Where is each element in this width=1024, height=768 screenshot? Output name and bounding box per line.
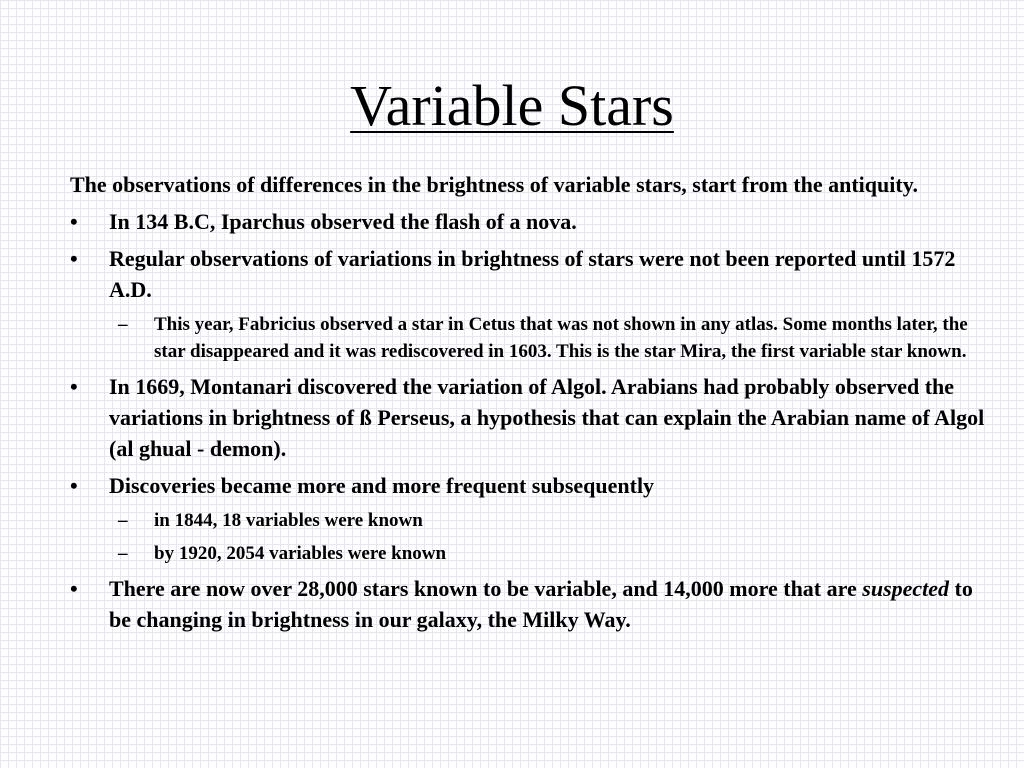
sub-item-text: This year, Fabricius observed a star in Cetus that was not shown in any atlas. Some months later, the star disappeared and it was rediscovered in 1603. This is the star Mira, the first variable star known. [154, 314, 968, 362]
bullet-text-part: to be changing in brightness in our galaxy, the Milky Way. [109, 576, 973, 632]
bullet-item-5 [70, 573, 990, 635]
dash-icon: – [118, 314, 128, 335]
bullet-text: In 134 B.C, Iparchus observed the flash of a nova. [109, 209, 577, 234]
slide-body [70, 169, 990, 635]
dash-icon: – [118, 510, 128, 531]
bullet-text [109, 576, 973, 632]
dash-icon: – [118, 543, 128, 564]
bullet-text-part: There are now over 28,000 stars known to be variable, and 14,000 more that are [109, 576, 863, 601]
slide-title [0, 70, 1024, 142]
bullet-icon: • [70, 473, 78, 498]
intro-paragraph: The observations of differences in the brightness of variable stars, start from the antiquity. [70, 172, 918, 197]
bullet-icon: • [70, 246, 78, 271]
sub-item-4-1 [70, 507, 990, 534]
bullet-icon: • [70, 209, 78, 234]
bullet-item-3 [70, 371, 990, 464]
bullet-item-4 [70, 470, 990, 501]
sub-item-text: in 1844, 18 variables were known [154, 510, 423, 531]
bullet-text: Regular observations of variations in brightness of stars were not been reported until 1572 A.D. [109, 246, 956, 302]
bullet-icon: • [70, 576, 78, 601]
sub-item-2-1 [70, 311, 990, 365]
bullet-item-2 [70, 243, 990, 305]
emphasized-word: suspected [862, 576, 950, 601]
bullet-text: Discoveries became more and more frequent subsequently [109, 473, 655, 498]
bullet-icon: • [70, 374, 78, 399]
sub-item-text: by 1920, 2054 variables were known [154, 543, 447, 564]
slide-title-text: Variable Stars [350, 73, 674, 138]
bullet-item-1 [70, 206, 990, 237]
sub-item-4-2 [70, 540, 990, 567]
bullet-text: In 1669, Montanari discovered the variation of Algol. Arabians had probably observed the variations in brightness of ß Perseus, a hypothesis that can explain the Arabian name of Algol (al ghual - demon). [109, 374, 985, 461]
